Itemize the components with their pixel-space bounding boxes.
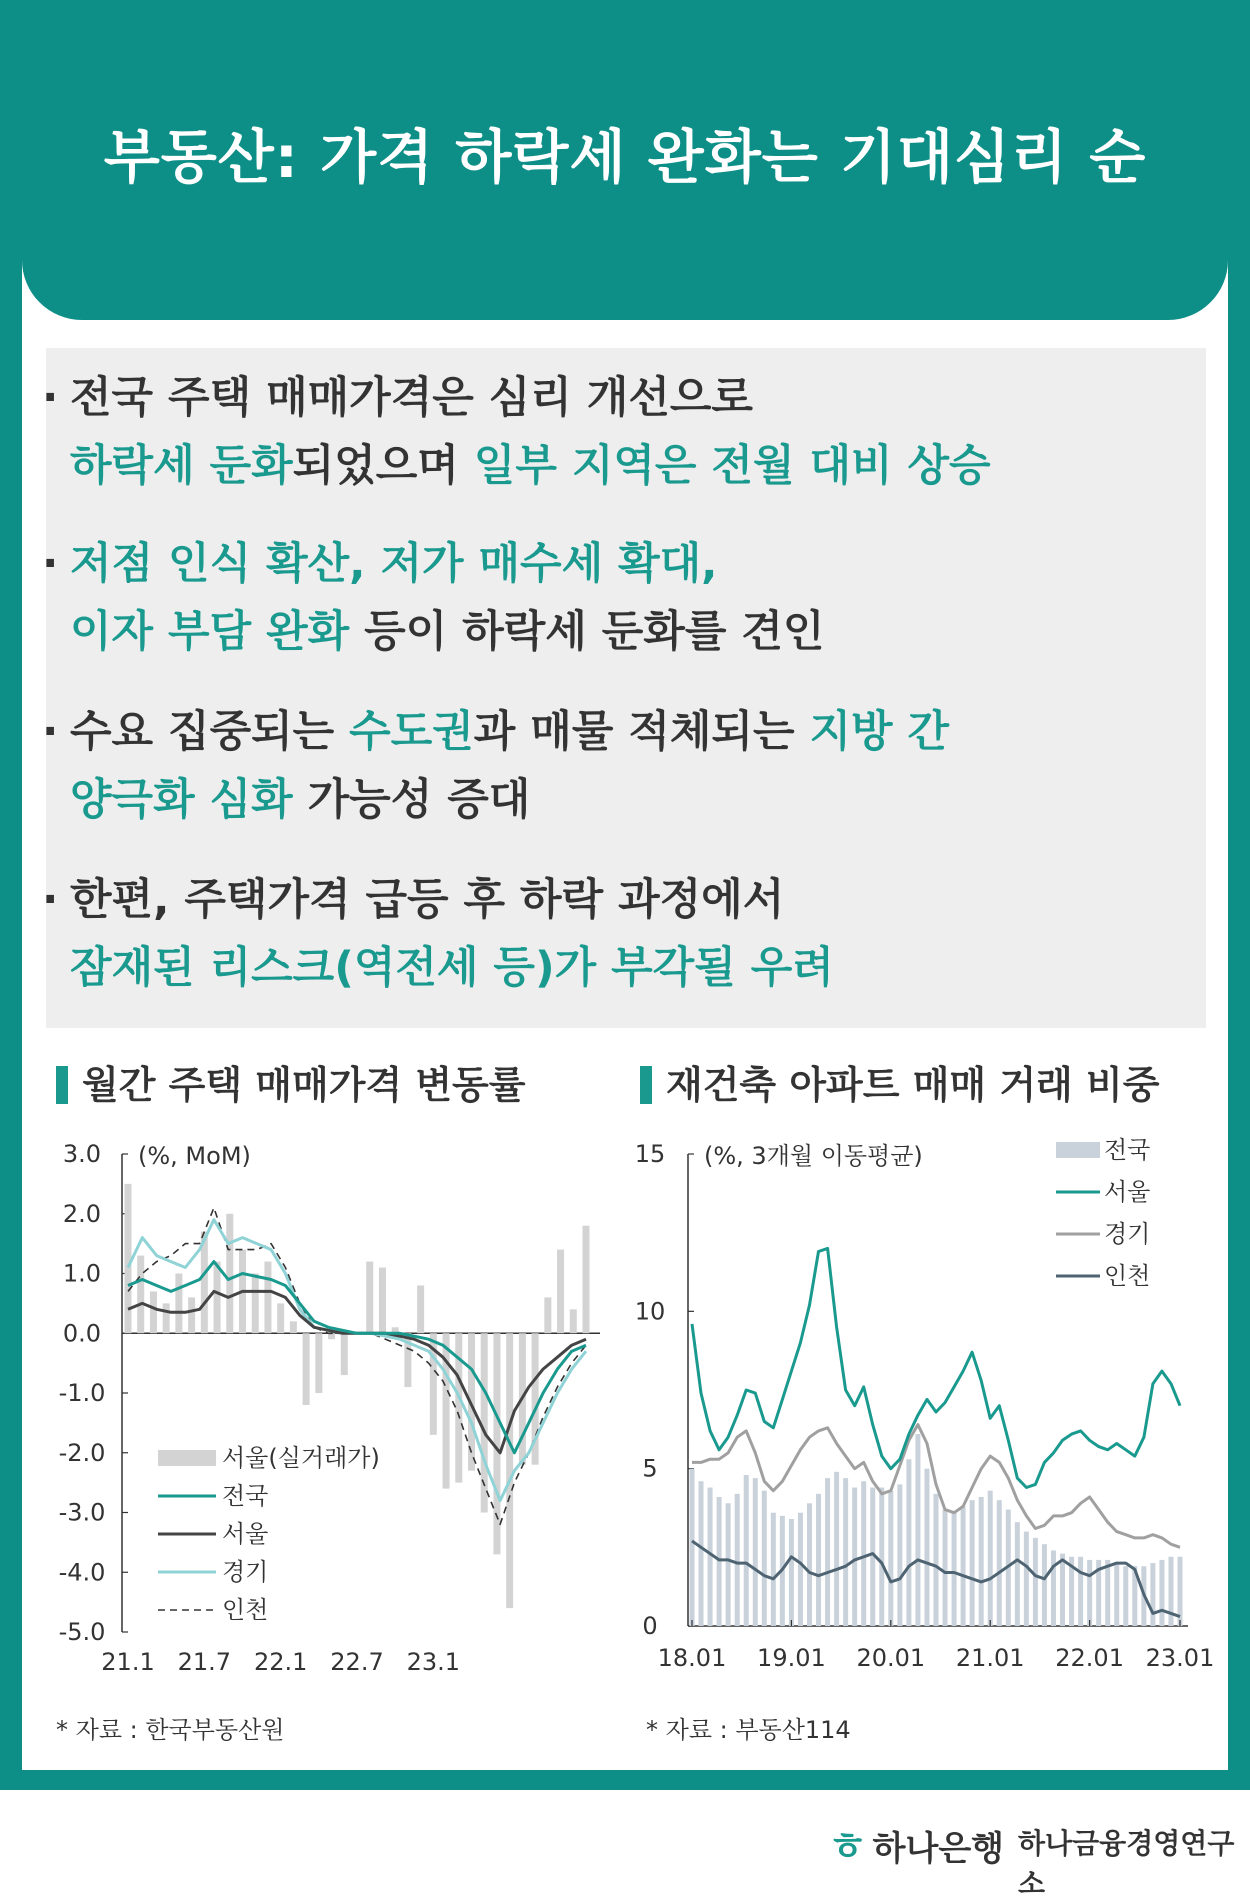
x-tick-label: 19.01 <box>757 1644 826 1672</box>
bar <box>735 1494 740 1626</box>
bar <box>744 1475 749 1626</box>
bar <box>825 1478 830 1626</box>
x-tick-label: 21.01 <box>955 1644 1025 1672</box>
bullet-dot: · <box>42 875 59 925</box>
right-chart-source: * 자료 : 부동산114 <box>646 1716 851 1744</box>
left-chart <box>40 1120 620 1680</box>
x-tick-label: 20.01 <box>856 1644 926 1672</box>
right-chart-heading <box>640 1054 1159 1109</box>
bar <box>175 1274 182 1334</box>
bar <box>915 1434 920 1626</box>
bar <box>997 1500 1002 1626</box>
legend-label: 인천 <box>1104 1262 1151 1290</box>
x-tick-label: 22.7 <box>330 1648 384 1676</box>
bar <box>303 1333 310 1405</box>
x-tick-label: 21.1 <box>101 1648 155 1676</box>
left-chart-source: * 자료 : 한국부동산원 <box>56 1716 285 1744</box>
bar <box>897 1484 902 1626</box>
bar <box>924 1469 929 1626</box>
bank-name: 하나은행 <box>872 1829 1005 1869</box>
bar <box>753 1478 758 1626</box>
bar <box>226 1214 233 1334</box>
bar <box>952 1513 957 1626</box>
bar <box>708 1488 713 1626</box>
bar <box>717 1497 722 1626</box>
bar <box>163 1303 170 1333</box>
bar <box>988 1491 993 1626</box>
y-tick-label: 5 <box>642 1454 658 1483</box>
bar <box>1150 1563 1155 1626</box>
bar <box>570 1309 577 1333</box>
legend-label: 서울 <box>222 1520 269 1548</box>
bullet-highlight: 저점 인식 확산, 저가 매수세 확대, <box>70 539 718 589</box>
legend-label: 경기 <box>222 1558 269 1586</box>
bar <box>1105 1560 1110 1626</box>
legend-swatch <box>158 1450 216 1466</box>
heading-accent-bar <box>56 1066 68 1104</box>
legend-label: 전국 <box>222 1482 269 1510</box>
bullet-4 <box>42 866 834 1002</box>
bullet-2-line1 <box>70 530 824 598</box>
y-tick-label: 10 <box>634 1297 666 1326</box>
bar <box>1087 1560 1092 1626</box>
hana-logo-icon: ㅎ <box>828 1824 867 1870</box>
bank-logo <box>828 1815 1004 1872</box>
bar <box>852 1488 857 1626</box>
legend-label: 인천 <box>222 1596 269 1624</box>
legend-label: 경기 <box>1104 1220 1151 1248</box>
bar <box>1078 1557 1083 1626</box>
bar <box>834 1472 839 1626</box>
heading-accent-bar <box>640 1066 652 1104</box>
x-tick-label: 21.7 <box>177 1648 232 1676</box>
bar <box>798 1513 803 1626</box>
bar <box>366 1262 373 1334</box>
bullet-highlight: 잠재된 리스크(역전세 등)가 부각될 우려 <box>70 943 834 993</box>
bullet-1-line2 <box>70 432 991 500</box>
bar <box>264 1262 271 1334</box>
bar <box>341 1333 348 1375</box>
bar <box>125 1184 132 1333</box>
bullet-3 <box>42 698 950 834</box>
bar <box>943 1510 948 1626</box>
y-tick-label: -4.0 <box>58 1558 106 1587</box>
y-tick-label: 15 <box>634 1140 666 1168</box>
y-tick-label: 3.0 <box>62 1140 102 1168</box>
bar <box>807 1503 812 1626</box>
bar <box>888 1491 893 1626</box>
bar <box>137 1256 144 1334</box>
bar <box>315 1333 322 1393</box>
legend-label: 서울(실거래가) <box>222 1444 380 1472</box>
bullet-3-line2 <box>70 766 949 834</box>
bullet-dot: · <box>42 707 59 757</box>
bullet-dot: · <box>42 373 59 423</box>
x-tick-label: 22.1 <box>253 1648 308 1676</box>
bar <box>771 1513 776 1626</box>
bar <box>1123 1566 1128 1626</box>
bar <box>1168 1557 1173 1626</box>
bar <box>150 1291 157 1333</box>
bar <box>1114 1563 1119 1626</box>
bar <box>762 1491 767 1626</box>
bullet-3-line1 <box>70 698 949 766</box>
bar <box>506 1333 513 1608</box>
bar <box>583 1226 590 1334</box>
legend-label: 전국 <box>1104 1136 1151 1164</box>
bullet-highlight: 하락세 둔화 <box>70 441 293 491</box>
bar <box>789 1519 794 1626</box>
legend-label: 서울 <box>1104 1178 1151 1206</box>
bullet-dot: · <box>42 539 59 589</box>
y-tick-label: 2.0 <box>62 1199 102 1228</box>
bar <box>816 1494 821 1626</box>
bar <box>861 1481 866 1626</box>
bar <box>417 1285 424 1333</box>
bullet-text: 한편, 주택가격 급등 후 하락 과정에서 <box>70 875 785 925</box>
unit-label: (%, 3개월 이동평균) <box>704 1142 923 1170</box>
left-chart-heading <box>56 1054 525 1109</box>
bullet-text: 전국 주택 매매가격은 심리 개선으로 <box>70 373 753 423</box>
bullet-highlight: 양극화 심화 <box>70 775 293 825</box>
y-tick-label: -3.0 <box>58 1498 106 1527</box>
bar <box>1015 1522 1020 1626</box>
institute-name: 하나금융경영연구소 <box>1018 1827 1235 1900</box>
bullet-4-line2 <box>70 934 834 1002</box>
bar <box>214 1262 221 1334</box>
series-line-전국 <box>128 1262 586 1453</box>
right-chart-heading-text: 재건축 아파트 매매 거래 비중 <box>666 1063 1160 1107</box>
bar <box>1159 1560 1164 1626</box>
bar <box>843 1478 848 1626</box>
bullet-highlight: 일부 지역은 전월 대비 상승 <box>473 441 991 491</box>
y-tick-label: -1.0 <box>58 1379 106 1407</box>
bar <box>726 1503 731 1626</box>
legend-swatch <box>1056 1142 1100 1158</box>
bullet-text: 등이 하락세 둔화를 견인 <box>349 607 825 657</box>
bullet-2 <box>42 530 825 666</box>
bar <box>1033 1538 1038 1626</box>
bullet-highlight: 이자 부담 완화 <box>70 607 350 657</box>
bar <box>1051 1550 1056 1626</box>
bar <box>328 1333 335 1339</box>
right-chart <box>620 1120 1215 1680</box>
bar <box>879 1488 884 1626</box>
bar <box>290 1321 297 1333</box>
bullet-2-line2 <box>70 598 824 666</box>
x-tick-label: 22.01 <box>1055 1644 1124 1672</box>
series-line-서울 <box>128 1291 586 1452</box>
bullet-text: 과 매물 적체되는 <box>473 707 810 757</box>
bullet-text: 가능성 증대 <box>292 775 531 825</box>
bar <box>906 1459 911 1626</box>
unit-label: (%, MoM) <box>138 1142 251 1170</box>
bullet-4-line1 <box>70 866 834 934</box>
bar <box>970 1500 975 1626</box>
bar <box>188 1297 195 1333</box>
x-tick-label: 23.01 <box>1145 1644 1215 1672</box>
left-chart-heading-text: 월간 주택 매매가격 변동률 <box>82 1063 526 1107</box>
x-tick-label: 23.1 <box>406 1648 461 1676</box>
bar <box>1042 1544 1047 1626</box>
bar <box>1024 1532 1029 1626</box>
y-tick-label: 1.0 <box>62 1259 102 1288</box>
x-tick-label: 18.01 <box>657 1644 727 1672</box>
page-title: 부동산: 가격 하락세 완화는 기대심리 순 <box>103 123 1147 191</box>
bullet-1 <box>42 364 991 500</box>
y-tick-label: -2.0 <box>58 1438 106 1467</box>
bar <box>690 1469 695 1626</box>
bullet-text: 수요 집중되는 <box>70 707 350 757</box>
bar <box>961 1506 966 1626</box>
bar <box>934 1494 939 1626</box>
bullet-1-line1 <box>70 364 991 432</box>
bar <box>699 1481 704 1626</box>
bullet-text: 되었으며 <box>292 441 474 491</box>
bar <box>1060 1554 1065 1626</box>
y-tick-label: 0.0 <box>62 1319 102 1348</box>
bar <box>379 1268 386 1334</box>
bar <box>979 1497 984 1626</box>
bar <box>544 1297 551 1333</box>
bar <box>277 1303 284 1333</box>
bar <box>252 1274 259 1334</box>
y-tick-label: -5.0 <box>58 1618 106 1646</box>
bar <box>557 1250 564 1334</box>
bullet-highlight: 지방 간 <box>809 707 950 757</box>
bullet-highlight: 수도권 <box>349 707 474 757</box>
y-tick-label: 0 <box>642 1612 658 1640</box>
